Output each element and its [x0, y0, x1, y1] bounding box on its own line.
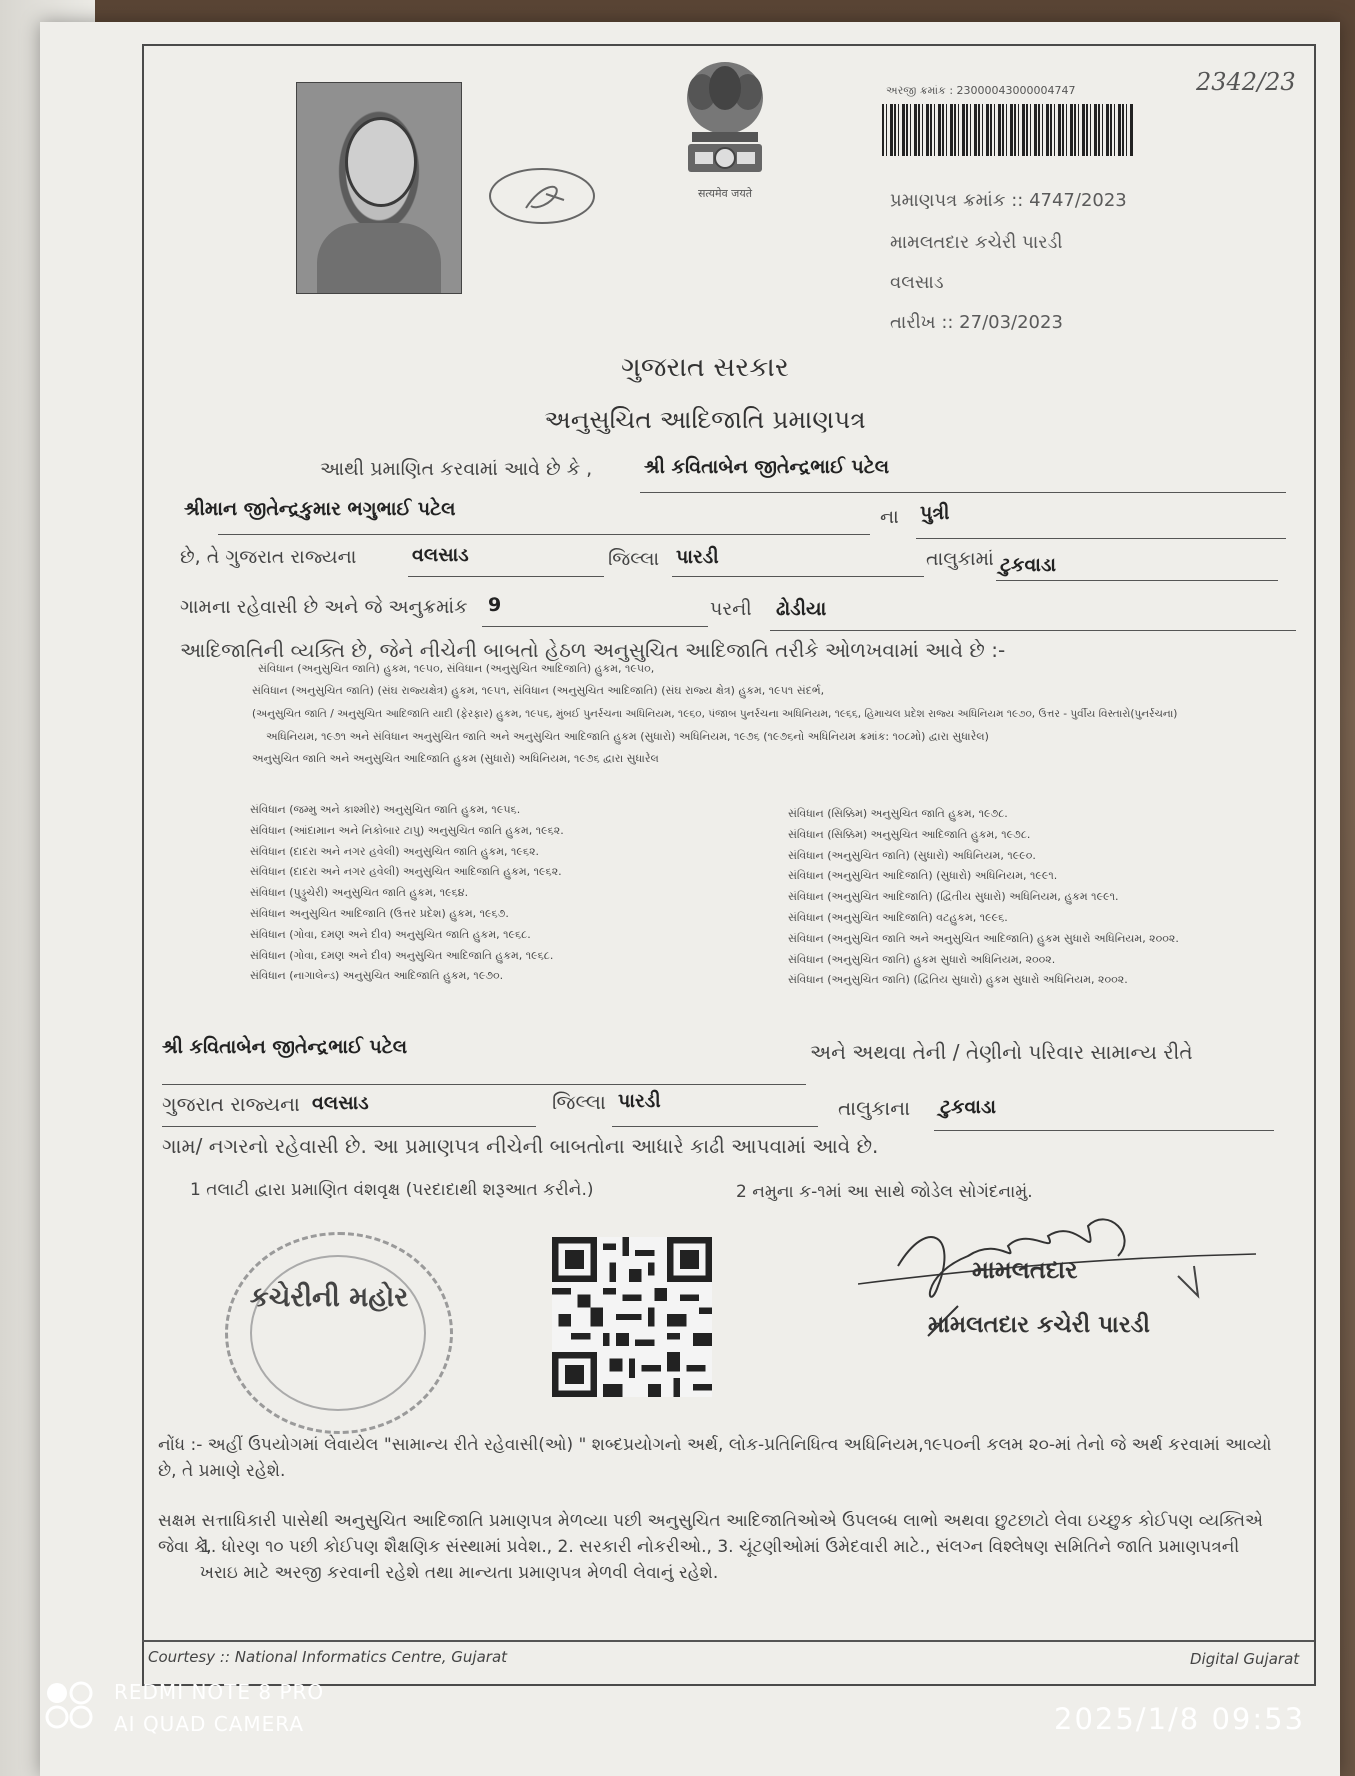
- seal-inner-ring: [250, 1255, 426, 1411]
- handwritten-reference: 2342/23: [1196, 68, 1296, 96]
- camera-type: AI QUAD CAMERA: [114, 1712, 305, 1736]
- district-label: જિલ્લા: [608, 548, 660, 570]
- signatory-office: મામલતદાર કચેરી પારડી: [928, 1312, 1150, 1338]
- underline: [916, 538, 1286, 539]
- village-value: ટુકવાડા: [1000, 554, 1057, 576]
- office-seal: [225, 1232, 453, 1434]
- person-name: શ્રી કવિતાબેન જીતેન્દ્રભાઈ પટેલ: [644, 456, 890, 478]
- camera-logo-icon: [44, 1680, 96, 1732]
- seal-text: કચેરીની મહોર: [249, 1282, 409, 1313]
- underline: [162, 1084, 806, 1085]
- order-line: સંવિધાન (અનુસુચિત જાતિ) (સંઘ રાજ્યક્ષેત્ર) હુકમ, ૧૯૫૧, સંવિધાન (અનુસુચિત આદિજાતિ) (સંઘ રાજ્ય ક્ષેત્ર) હુકમ, ૧૯૫૧ સંદર્ભ,: [252, 684, 825, 697]
- order-item: સંવિધાન (જમ્મુ અને કાશ્મીર) અનુસુચિત જાતિ હુકમ, ૧૯૫૬.: [250, 803, 521, 816]
- underline: [640, 492, 1286, 493]
- taluka-value: પારડી: [676, 546, 719, 568]
- signatory-designation: મામલતદાર: [972, 1256, 1078, 1284]
- underline: [770, 630, 1296, 631]
- underline: [612, 1126, 818, 1127]
- residence-taluka: પારડી: [618, 1090, 661, 1112]
- footer-divider: [142, 1640, 1314, 1642]
- district-value: વલસાડ: [412, 544, 469, 566]
- residence-district-label: જિલ્લા: [552, 1090, 606, 1114]
- order-item: સંવિધાન (ગોવા, દમણ અને દીવ) અનુસુચિત આદિજાતિ હુકમ, ૧૯૬૮.: [250, 948, 554, 962]
- tribe-recognition-text: આદિજાતિની વ્યક્તિ છે, જેને નીચેની બાબતો હેઠળ અનુસુચિત આદિજાતિ તરીકે ઓળખવામાં આવે છે :-: [180, 638, 1006, 662]
- order-line: (અનુસુચિત જાતિ / અનુસુચિત આદિજાતિ યાદી (ફેરફાર) હુકમ, ૧૯૫૬, મુંબઈ પુનર્રચના અધિનિયમ, ૧૯૬૦, પંજાબ પુનર્રચના અધિનિયમ, ૧૯૬૬, હિમાચલ પ્રદેશ રાજ્ય અધિનિયમ ૧૯૭૦, ઉત્તર - પુર્વીય વિસ્તારો(પુનર્રચના): [252, 708, 1178, 720]
- underline: [218, 534, 870, 535]
- underline: [482, 626, 708, 627]
- order-item: સંવિધાન (અનુસુચિત આદિજાતિ) (સુધારો) અધિનિયમ, ૧૯૯૧.: [788, 869, 1058, 883]
- issue-date: તારીખ :: 27/03/2023: [890, 312, 1063, 333]
- photo-body: [317, 223, 441, 293]
- orders-left-list: [250, 800, 564, 987]
- underline: [672, 576, 924, 577]
- order-item: સંવિધાન (આંદામાન અને નિકોબાર ટાપુ) અનુસુચિત જાતિ હુકમ, ૧૯૬૨.: [250, 823, 564, 837]
- note-verification: 1. ધોરણ ૧૦ પછી કોઈપણ શૈક્ષણિક સંસ્થામાં પ્રવેશ., 2. સરકારી નોકરીઓ., 3. ચૂંટણીઓમાં ઉમેદવારી માટે., સંલગ્ન વિશ્લેષણ સમિતિને જાતિ પ્રમાણપત્રની ખરાઇ માટે અરજી કરવાની રહેશે તથા માન્યતા પ્રમાણપત્ર મેળવી લેવાનું રહેશે.: [200, 1537, 1240, 1583]
- state-text: છે, તે ગુજરાત રાજ્યના: [180, 546, 357, 568]
- order-line: અનુસુચિત જાતિ અને અનુસુચિત આદિજાતિ હુકમ (સુધારો) અધિનિયમ, ૧૯૭૬ દ્વારા સુધારેલ: [252, 752, 659, 765]
- qr-code: [552, 1237, 712, 1397]
- order-line: અધિનિયમ, ૧૯૭૧ અને સંવિધાન અનુસુચિત જાતિ અને અનુસુચિત આદિજાતિ હુકમ (સુધારો) અધિનિયમ, ૧૯૭૬ (૧૯૭૬નો અધિનિયમ ક્રમાંક: ૧૦૮મો) દ્વારા સુધારેલ): [266, 730, 989, 743]
- taluka-label: તાલુકામાં: [926, 548, 994, 570]
- underline: [996, 580, 1278, 581]
- order-item: સંવિધાન (અનુસુચિત જાતિ) (દ્વિતિય સુધારો) હુકમ સુધારો અધિનિયમ, ૨૦૦૨.: [788, 973, 1128, 987]
- order-item: સંવિધાન (અનુસુચિત આદિજાતિ) વટહુકમ, ૧૯૯૬.: [788, 910, 1008, 924]
- office-name: મામલતદાર કચેરી પારડી: [890, 232, 1063, 253]
- basis-item-2: 2 નમુના ક-૧માં આ સાથે જોડેલ સોગંદનામું.: [736, 1182, 1033, 1202]
- underline: [162, 1126, 536, 1127]
- orders-right-list: [788, 804, 1179, 991]
- government-title: ગુજરાત સરકાર: [621, 352, 789, 383]
- applicant-photo: [296, 82, 462, 294]
- certify-text: આથી પ્રમાણિત કરવામાં આવે છે કે ,: [320, 458, 593, 480]
- serial-number: 9: [488, 594, 502, 616]
- order-item: સંવિધાન (પુડ્ડુચેરી) અનુસુચિત જાતિ હુકમ, ૧૯૬૪.: [250, 886, 469, 900]
- residence-taluka-label: તાલુકાના: [838, 1096, 911, 1120]
- order-item: સંવિધાન (અનુસુચિત જાતિ અને અનુસુચિત આદિજાતિ) હુકમ સુધારો અધિનિયમ, ૨૦૦૨.: [788, 931, 1179, 945]
- residence-person-name: શ્રી કવિતાબેન જીતેન્દ્રભાઈ પટેલ: [162, 1036, 408, 1058]
- note-benefits: સક્ષમ સત્તાધિકારી પાસેથી અનુસુચિત આદિજાતિ પ્રમાણપત્ર મેળવ્યા પછી અનુસુચિત આદિજાતિઓએ ઉપલબ્ધ લાભો અથવા છુટછાટો લેવા ઇચ્છુક કોઈપણ વ્યક્તિએ જેવા કે,: [158, 1511, 1263, 1557]
- father-name: શ્રીમાન જીતેન્દ્રકુમાર ભગુભાઈ પટેલ: [184, 498, 456, 520]
- order-item: સંવિધાન અનુસુચિત આદિજાતિ (ઉત્તર પ્રદેશ) હુકમ, ૧૯૬૭.: [250, 906, 509, 920]
- initials-scribble: [486, 164, 598, 228]
- certificate-title: અનુસુચિત આદિજાતિ પ્રમાણપત્ર: [544, 405, 866, 434]
- photo-face: [345, 117, 417, 207]
- resident-text: ગામના રહેવાસી છે અને જે અનુક્રમાંક: [180, 596, 468, 618]
- of-text: ના: [880, 506, 899, 528]
- basis-item-1: 1 તલાટી દ્વારા પ્રમાણિત વંશવૃક્ષ (પરદાદાથી શરૂઆત કરીને.): [190, 1180, 594, 1200]
- residence-state-text: ગુજરાત રાજ્યના: [162, 1092, 300, 1116]
- order-item: સંવિધાન (નાગાલેન્ડ) અનુસુચિત આદિજાતિ હુકમ, ૧૯૭૦.: [250, 969, 504, 983]
- underline: [408, 576, 604, 577]
- order-item: સંવિધાન (ગોવા, દમણ અને દીવ) અનુસુચિત જાતિ હુકમ, ૧૯૬૮.: [250, 927, 531, 941]
- ashoka-emblem-icon: [670, 58, 780, 188]
- order-item: સંવિધાન (દાદરા અને નગર હવેલી) અનુસુચિત આદિજાતિ હુકમ, ૧૯૬૨.: [250, 865, 562, 879]
- residence-village: ટુકવાડા: [940, 1096, 997, 1118]
- order-line: સંવિધાન (અનુસુચિત જાતિ) હુકમ, ૧૯૫૦, સંવિધાન (અનુસુચિત આદિજાતિ) હુકમ, ૧૯૫૦,: [258, 662, 655, 675]
- family-text: અને અથવા તેની / તેણીનો પરિવાર સામાન્ય રીતે: [810, 1040, 1193, 1064]
- barcode: [882, 104, 1134, 156]
- order-item: સંવિધાન (સિક્કિમ) અનુસુચિત આદિજાતિ હુકમ, ૧૯૭૮.: [788, 827, 1031, 841]
- order-item: સંવિધાન (અનુસુચિત જાતિ) હુકમ સુધારો અધિનિયમ, ૨૦૦૨.: [788, 952, 1056, 966]
- courtesy-text: Courtesy :: National Informatics Centre, Gujarat: [148, 1648, 508, 1666]
- order-item: સંવિધાન (અનુસુચિત આદિજાતિ) (દ્વિતીય સુધારો) અધિનિયમ, હુકમ ૧૯૯૧.: [788, 890, 1119, 904]
- photo-timestamp: 2025/1/8 09:53: [1054, 1702, 1306, 1736]
- underline: [934, 1130, 1274, 1131]
- certificate-number: પ્રમાણપત્ર ક્રમાંક :: 4747/2023: [890, 190, 1127, 211]
- order-item: સંવિધાન (દાદરા અને નગર હવેલી) અનુસુચિત જાતિ હુકમ, ૧૯૬૨.: [250, 844, 540, 858]
- application-number: અરજી ક્રમાંક : 23000043000004747: [886, 84, 1076, 97]
- tribe-name: ઢોડીયા: [776, 598, 827, 620]
- on-text: પરની: [710, 598, 752, 620]
- digital-gujarat-text: Digital Gujarat: [1190, 1650, 1300, 1668]
- residence-district: વલસાડ: [312, 1092, 369, 1114]
- order-item: સંવિધાન (સિક્કિમ) અનુસુચિત જાતિ હુકમ, ૧૯૭૮.: [788, 807, 1008, 820]
- relation: પુત્રી: [920, 502, 950, 524]
- order-item: સંવિધાન (અનુસુચિત જાતિ) (સુધારો) અધિનિયમ, ૧૯૯૦.: [788, 848, 1036, 862]
- camera-model: REDMI NOTE 8 PRO: [114, 1680, 325, 1704]
- residence-text: ગામ/ નગરનો રહેવાસી છે. આ પ્રમાણપત્ર નીચેની બાબતોના આધારે કાઢી આપવામાં આવે છે.: [162, 1134, 879, 1158]
- note-residence: નોંધ :- અહીં ઉપયોગમાં લેવાયેલ "સામાન્ય રીતે રહેવાસી(ઓ) " શબ્દપ્રયોગનો અર્થ, લોક-પ્રતિનિધિત્વ અધિનિયમ,૧૯૫૦ની કલમ ૨૦-માં તેનો જે અર્થ કરવામાં આવ્યો છે, તે પ્રમાણે રહેશે.: [158, 1435, 1272, 1481]
- office-district: વલસાડ: [890, 272, 944, 293]
- emblem-caption: सत्यमेव जयते: [697, 187, 752, 200]
